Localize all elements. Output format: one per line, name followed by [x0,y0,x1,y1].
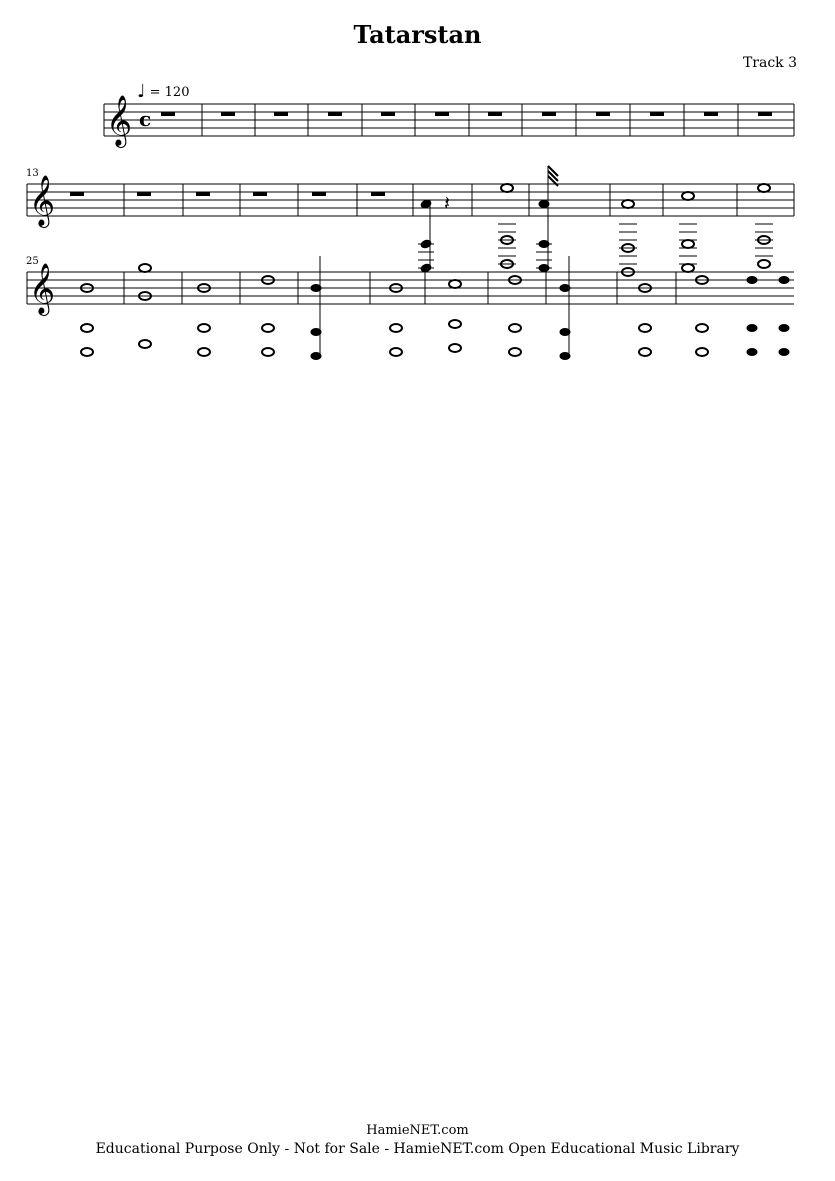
staff-system-2 [27,184,794,216]
tempo-value: = 120 [149,85,190,100]
time-signature [139,107,151,131]
svg-text:𝄞: 𝄞 [29,263,56,314]
track-label: Track 3 [742,55,797,71]
footer-site: HamieNET.com [366,1123,469,1138]
svg-text:𝄞: 𝄞 [29,175,56,226]
whole-rests-system-1 [161,112,772,116]
score-title: Tatarstan [353,20,482,49]
staff-system-1 [104,104,794,136]
quarter-note-icon: ♩ [137,81,146,102]
treble-clef [29,175,55,228]
notes-system-2 [418,166,773,276]
treble-clef [29,263,55,316]
measure-number: 13 [26,168,39,179]
svg-text:𝄞: 𝄞 [106,95,133,146]
svg-text:c: c [139,107,152,131]
treble-clef [106,95,132,148]
measure-number: 25 [26,256,39,267]
footer-notice: Educational Purpose Only - Not for Sale - HamieNET.com Open Educational Music Library [95,1141,740,1157]
whole-rests-system-2 [70,192,385,196]
svg-text:𝄽: 𝄽 [444,191,451,215]
